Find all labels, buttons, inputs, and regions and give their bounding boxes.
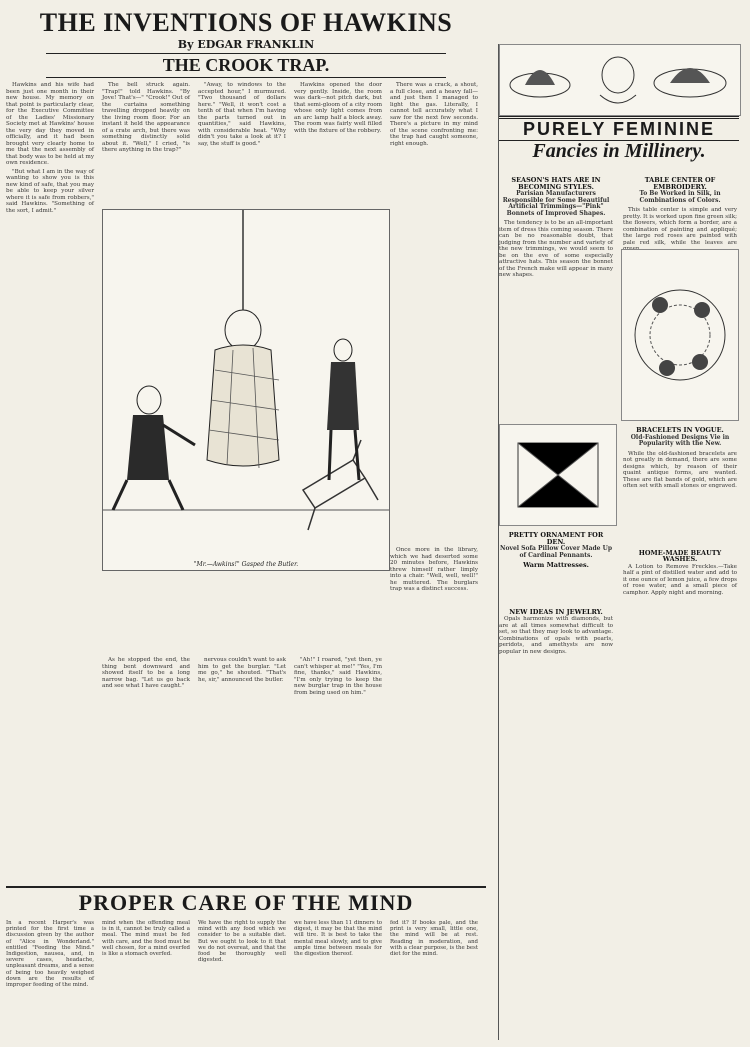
crook-trap-illustration xyxy=(102,209,390,571)
newspaper-page xyxy=(6,4,744,1042)
warm-mattresses-heading: Warm Mattresses. xyxy=(523,561,589,569)
embroidery-text: This table center is simple and very pretty. It is worked upon fine green silk; the flowers, which form a border, are a combination of painting and appliqué; the large red roses are painted with pale red silk, while the leaves are xyxy=(623,207,737,246)
main-column-4-lower xyxy=(294,657,382,877)
seasons-hats-text: The tendency is to be an all-important item of dress this coming season. There can be no reasonable doubt, that judging from the number and variety of the new trimmings, we would seem to be on the eve of some especially attractive hats. This season the bonnet of the French make will appear in many new shapes. xyxy=(499,220,613,278)
beauty-washes-heading: HOME-MADE BEAUTY WASHES. xyxy=(638,548,722,563)
purely-feminine-section xyxy=(498,44,749,1040)
jewelry-heading: NEW IDEAS IN JEWELRY. xyxy=(509,607,603,616)
jewelry-text: Opals harmonize with diamonds, but are at all times somewhat difficult to set, so that they may look to advantage. Combinations of opals with pearls, peridots, and amethysts are now popular in new designs. xyxy=(499,616,613,655)
pillow-drawing xyxy=(500,425,616,525)
illustration-caption: "Mr.—Awkins!" Gasped the Butler. xyxy=(193,561,299,568)
bracelets-heading: BRACELETS IN VOGUE. xyxy=(636,426,724,434)
main-col1-para-2: "But what I am in the way of wanting to show you is this new kind of safe, that you may be able to keep your silver where it is safe from robbers," said Hawkins. "Something of the sort, I admit." xyxy=(6,168,94,214)
main-col4-para-1: Hawkins opened the door very gently. Inside, the room was dark—not pitch dark, but that semi-gloom of a city room whose only light comes from an arc lamp half a block away. The room was fairly well filled with the fixture of the robbery. xyxy=(294,82,382,134)
hat-drawing xyxy=(500,45,740,115)
bottom-column-5: fed it? If books pale, and the print is very small, little one, the mind will be at rest. Reading in moderation, and with a clear purpose, is the best diet for the mind. xyxy=(390,920,478,958)
crook-trap-drawing xyxy=(103,210,389,555)
pretty-ornament-heading: PRETTY ORNAMENT FOR DEN. xyxy=(508,531,604,546)
seasons-hats-subheading: Parisian Manufacturers Responsible for Some Beautiful Artificial Trimmings—"Pink" Bonnets of Improved Shapes. xyxy=(502,190,610,217)
bracelets-column xyxy=(623,424,737,598)
bottom-column-4: we have less than 11 dinners to digest, it may be that the mind will tire. It is best to take the mental meal slowly, and to give ample time between meals for the digestion thereof. xyxy=(294,920,382,958)
embroidery-illustration xyxy=(621,249,739,421)
millinery-column xyxy=(499,174,613,281)
embroidery-column xyxy=(623,174,737,255)
main-col2-para-lower: As he stopped the end, the thing bent downward and showed itself to be a long narrow bag. "Let us go back and see what I have caught." xyxy=(102,657,190,689)
embroidery-drawing xyxy=(622,250,738,420)
section-banner: PURELY FEMININE xyxy=(499,116,739,141)
bottom-column-2: mind when the offending meal is in it, cannot be truly called a meal. The mind must be fed with care, and the food must be well chosen, for a mind overfed is like a stomach overfed. xyxy=(102,920,190,958)
main-col4-para-lower: "Ah!" I roared, "yet then, ye can't whisper at me!" "Yes, I'm fine, thanks," said Hawkins, "I'm only trying to keep the new burglar trap in the house from being used on him." xyxy=(294,657,382,696)
main-byline: By EDGAR FRANKLIN xyxy=(177,38,315,51)
bottom-column-3: We have the right to supply the mind with any food which we consider to be a suitable diet. But we ought to look to it that we do not overeat, and that the food be thoroughly well digested. xyxy=(198,920,286,964)
main-article xyxy=(6,4,486,884)
main-headline: THE INVENTIONS OF HAWKINS xyxy=(39,8,453,37)
seasons-hats-heading: SEASON'S HATS ARE IN BECOMING STYLES. xyxy=(511,176,601,191)
main-column-1 xyxy=(6,82,94,882)
main-col5-para-1: There was a crack, a shout, a full close, and a heavy fall—and just then I managed to light the gas. Literally, I cannot tell accurately what I saw for the next few seconds. There's a picture in my mind of the scene confronting me: the trap had caught someone, right enough. xyxy=(390,82,478,147)
bracelets-text: While the old-fashioned bracelets are not greatly in demand, there are some designs which, by reason of their quaint antique forms, are wanted. These are flat bands of gold, which are often set with small stones or engraved. xyxy=(623,450,737,489)
main-col3-para-lower: nervous couldn't want to ask him to get the burglar. "Let me go," he shouted. "That's he, sir," announced the butler. xyxy=(198,657,286,683)
embroidery-heading: TABLE CENTER OF EMBROIDERY. xyxy=(644,176,716,191)
beauty-washes-text: A Lotion to Remove Freckles.—Take half a pint of distilled water and add to it one ounce of lemon juice, a few drops of rose water, and a small piece of camphor. Apply night and morning. xyxy=(623,563,737,596)
main-col3-para-1: "Away, to windows to the accepted hour," I murmured. "Two thousand of dollars here." "Well, it won't cost a tenth of that when I'm having the parts turned out in quantities," said Hawkins, with considerable heat. "Why didn't you take a look at it? I say, the stuff is good." xyxy=(198,82,286,147)
main-col5-para-2: Once more in the library, which we had deserted some 20 minutes before, Hawkins threw himself rather limply into a chair. "Well, well, well!" he muttered. The burglars trap was a distinct success. xyxy=(390,547,478,592)
main-column-2-lower xyxy=(102,657,190,877)
bottom-article xyxy=(6,886,486,1042)
hat-illustration xyxy=(499,44,741,116)
sofa-pillow-illustration xyxy=(499,424,617,526)
main-column-3-lower xyxy=(198,657,286,877)
bottom-headline: PROPER CARE OF THE MIND xyxy=(78,890,414,915)
embroidery-subheading: To Be Worked in Silk, in Combinations of Colors. xyxy=(639,190,721,204)
main-column-5 xyxy=(390,82,478,882)
bracelets-subheading: Old-Fashioned Designs Vie in Popularity with the New. xyxy=(630,433,730,447)
main-col2-para-1: The bell struck again. "Trap!" told Hawkins. "By Jove! That's—" "Crook!" Out of the curtains something travelling dropped heavily on the living room floor. For an instant it held the appearance of a crate arch, but there was something distinctly solid about it. "Well," I cried, "is there anything in the trap?" xyxy=(102,82,190,153)
main-subhead: THE CROOK TRAP. xyxy=(46,53,446,78)
main-col1-para-1: Hawkins and his wife had been just one month in their new house. My memory on that point is particularly clear, for the Executive Committee of the Ladies' Missionary Society met at Hawkins' house the very day they moved in officially, and it had been brought very clearly home to me that the next assembly of that body was to be held at my own residence. xyxy=(6,82,94,166)
pretty-ornament-subheading: Novel Sofa Pillow Cover Made Up of Cardinal Pennants. xyxy=(499,545,613,559)
section-title: Fancies in Millinery. xyxy=(532,140,706,162)
bottom-column-1: In a recent Harper's was printed for the first time a discussion given by the author of "Alice in Wonderland." entitled "Feeding the Mind." Indigestion, nausea, and, in severe cases, headache, unpleasant dreams, and a sense of being too heavily weighed down are the results of improper feeding of the mind. xyxy=(6,920,94,989)
pretty-ornament-column xyxy=(499,529,613,657)
